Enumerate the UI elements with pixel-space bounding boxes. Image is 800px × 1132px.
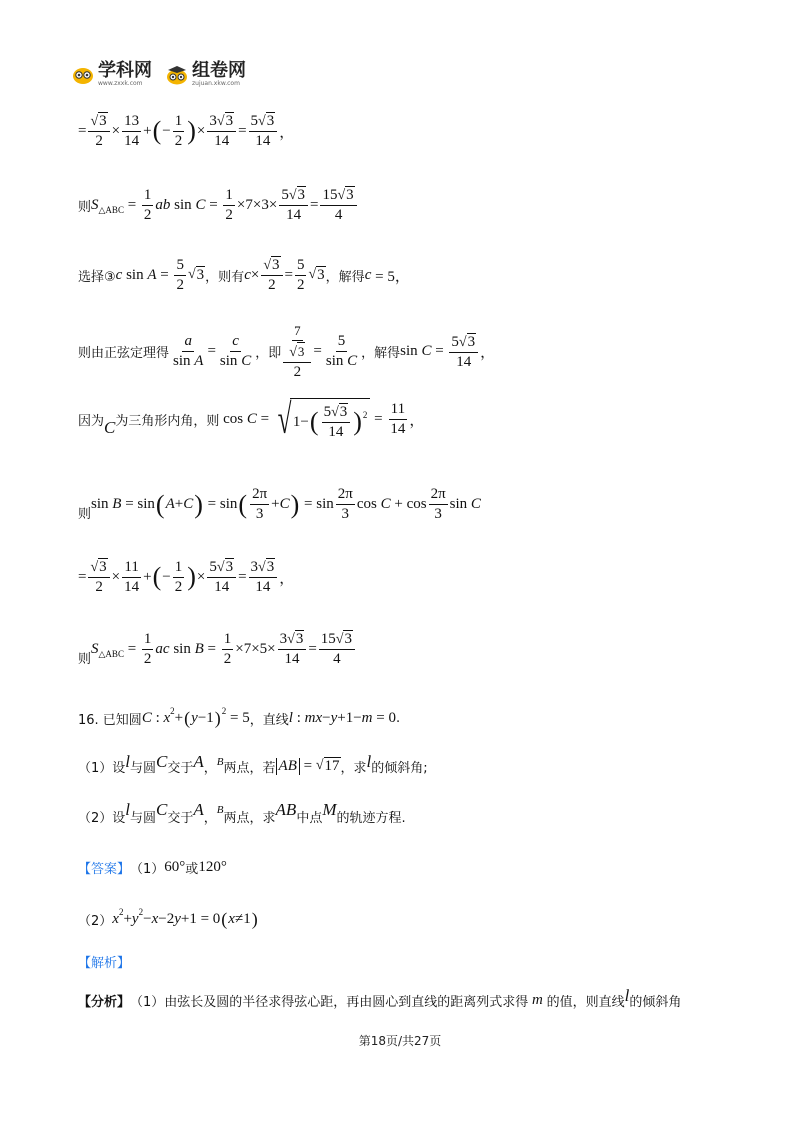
answer-line-2: （2） x 2 + y 2 − x −2 y +1 = 0 ( x ≠1 ) xyxy=(78,907,258,929)
q16-end: . xyxy=(395,710,401,726)
question-16-part-1: （1）设 l 与圆 C 交于 A ， B 两点，若 AB = √ 17 ，求 l 的倾斜角; xyxy=(78,752,428,776)
brand1-url: www.zxxk.com xyxy=(98,80,143,87)
p1-g: 的倾斜角; xyxy=(371,760,428,776)
equation-line-5: 因为 C 为三角形内角，则 cos C = √ 1− ( $\frac{5√3}{14}$ ) 2 = $\frac{11}{14}$ ， xyxy=(78,396,425,443)
equation-line-7: = $\frac{√3}{2}$ × $\frac{11}{14}$ + ( − $\frac{1}{2}$ ) × $\frac{5√3}{14}$ = $\frac{3√3}{14}$ ， xyxy=(78,558,295,595)
equation-line-8: 则 S △ABC = $\frac{1}{2}$ ac sin B = $\frac{1}{2}$ ×7×5× $\frac{3√3}{14}$ = $\frac{15√3}{4}$ xyxy=(78,630,357,668)
brand1-name: 学科网 xyxy=(98,60,152,81)
answer-tag: 【答案】 xyxy=(78,862,131,877)
ans2-a: （2） xyxy=(78,913,113,929)
equation-line-1: = $\frac{√3}{2}$ × $\frac{13}{14}$ + ( − $\frac{1}{2}$ ) × $\frac{3√3}{14}$ = $\frac{5√3}{14}$ ， xyxy=(78,112,295,149)
text-jiede-1: ，解得 xyxy=(325,269,365,285)
fenxi-text2: 的值，则直线 xyxy=(546,994,625,1010)
text-jiede-2: ，解得 xyxy=(361,346,401,361)
equation-line-3: 选择③ c sin A = $\frac{5}{2}$ √ 3 ，则有 c × $\frac{√3}{2}$ = $\frac{5}{2}$ √ 3 ，解得 c = 5， xyxy=(78,256,410,293)
jiexi-tag: 【解析】 xyxy=(78,956,131,971)
text-ze-3: 则 xyxy=(78,651,92,667)
owl-icon xyxy=(72,65,94,85)
p2-c: 交于 xyxy=(167,810,194,826)
ans1-or: 或 xyxy=(185,862,199,877)
p2-e: 两点，求 xyxy=(223,810,276,826)
p2-g: 的轨迹方程. xyxy=(336,810,406,826)
ans1-a: （1） xyxy=(130,862,165,877)
equation-line-6: 则 sin B = sin ( A + C ) = sin ( $\frac{2\pi}{3}$ + C ) = sin $\frac{2\pi}{3}$ cos C + cos $\frac{2\pi}{3}$ sin C xyxy=(78,486,481,522)
question-16-part-2: （2）设 l 与圆 C 交于 A ， B 两点，求 AB 中点 M 的轨迹方程. xyxy=(78,800,406,826)
analysis-tag-line xyxy=(78,952,130,971)
text-ji: ，即 xyxy=(255,346,282,361)
p2-d: ， xyxy=(203,810,217,826)
p1-a: （1）设 xyxy=(78,760,126,776)
brand-zujuan xyxy=(166,62,246,87)
p2-a: （2）设 xyxy=(78,810,126,826)
fenxi-line: 【分析】 （1）由弦长及圆的半径求得弦心距，再由圆心到直线的距离列式求得 m 的值，则直线 l 的倾斜角 xyxy=(78,986,682,1010)
header-logo xyxy=(72,62,246,87)
page-number: 第18页/共27页 xyxy=(358,1034,442,1048)
question-16: 16. 已知圆 C : x 2 + ( y −1 ) 2 = 5 ，直线 l : mx − y +1− m = 0 . xyxy=(78,706,401,728)
text-zeyou: ，则有 xyxy=(205,269,245,285)
equation-line-2: 则 S △ABC = $\frac{1}{2}$ ab sin C = $\frac{1}{2}$ ×7×3× $\frac{5√3}{14}$ = $\frac{15√3}{4}$ xyxy=(78,186,359,224)
brand2-url: zujuan.xkw.com xyxy=(192,80,240,87)
brand-zxxk xyxy=(72,62,152,87)
q16-pre: 16. 已知圆 xyxy=(78,712,142,728)
p1-c: 交于 xyxy=(167,760,194,776)
text-ze: 则 xyxy=(78,199,92,215)
p1-e: 两点，若 xyxy=(223,760,276,776)
text-xuanze3: 选择③ xyxy=(78,269,116,285)
answer-line-1: 【答案】 （1） 60° 或 120° xyxy=(78,859,227,877)
p1-f: ，求 xyxy=(340,760,367,776)
p1-b: 与圆 xyxy=(130,760,157,776)
text-yinwei: 因为 xyxy=(78,414,105,429)
grad-cap-owl-icon xyxy=(166,65,188,85)
fenxi-text: （1）由弦长及圆的半径求得弦心距，再由圆心到直线的距离列式求得 xyxy=(130,994,529,1010)
brand2-name: 组卷网 xyxy=(192,60,246,81)
text-zhengxian: 则由正弦定理得 xyxy=(78,346,170,361)
q16-mid: ，直线 xyxy=(249,712,289,728)
fenxi-tag: 【分析】 xyxy=(78,994,131,1010)
p2-b: 与圆 xyxy=(130,810,157,826)
p1-d: ， xyxy=(203,760,217,776)
text-sanjiao: 为三角形内角，则 xyxy=(115,414,220,429)
p2-f: 中点 xyxy=(296,810,323,826)
fenxi-text3: 的倾斜角 xyxy=(629,994,682,1010)
equation-line-4: 则由正弦定理得 $\frac{a}{\text{sin A}}$ = $\frac{c}{\text{sin C}}$ ，即 $\frac{\frac{7}{√3}}{2}$ = $\frac{5}{\text{sin C}}$ ，解得 sin C = $\frac{5√3}{14}$ ， xyxy=(78,323,496,380)
text-ze-2: 则 xyxy=(78,507,92,522)
